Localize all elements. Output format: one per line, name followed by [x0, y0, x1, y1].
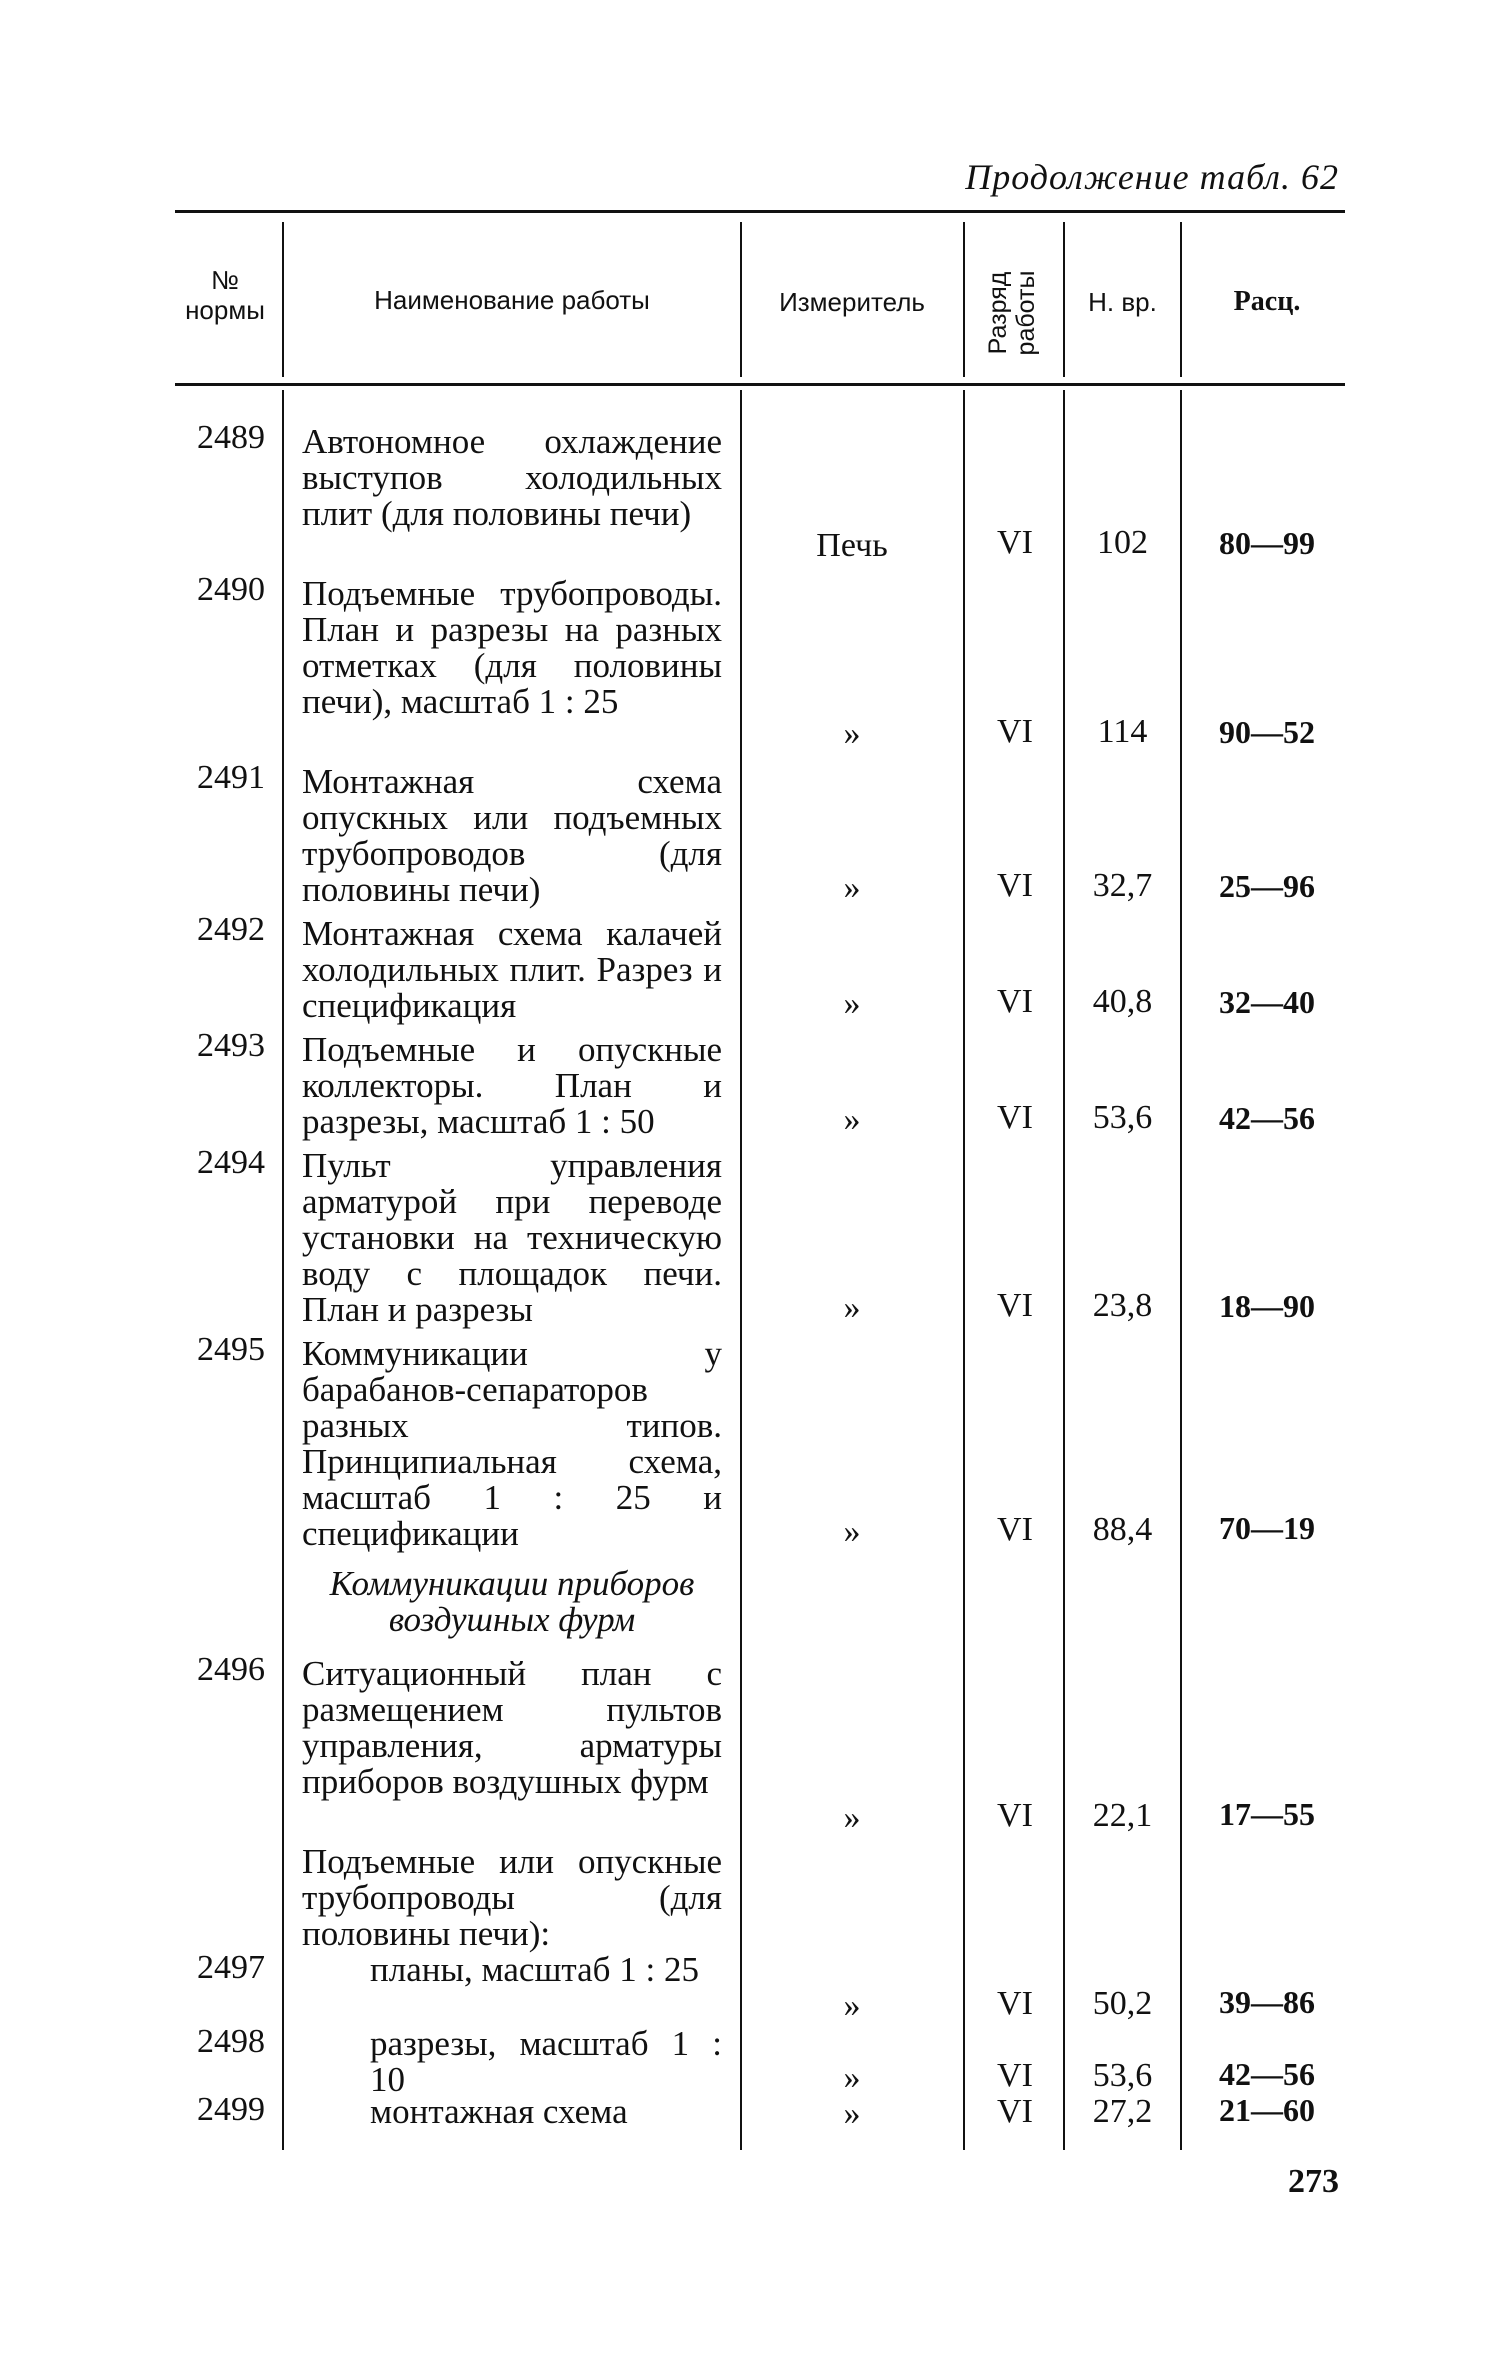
- header-work-name: Наименование работы: [374, 285, 650, 315]
- work-name: Пульт управления арматурой при переводе установки на техническую воду с площадок печи. План и разрезы: [302, 1146, 722, 1329]
- work-name: Подъемные и опускные коллекторы. План и разрезы, масштаб 1 : 50: [302, 1030, 722, 1141]
- column-divider: [740, 390, 742, 2150]
- unit-cell: Печь: [816, 527, 888, 564]
- header-rate: Расц.: [1233, 286, 1301, 317]
- column-divider: [1063, 390, 1065, 2150]
- time-cell: 22,1: [1092, 1797, 1153, 1834]
- work-name: Монтажная схема опускных или подъемных трубопроводов (для половины печи): [302, 762, 722, 909]
- work-name: монтажная схема: [370, 2092, 628, 2131]
- grade-cell: VI: [997, 713, 1033, 750]
- time-cell: 88,4: [1092, 1511, 1153, 1548]
- time-cell: 53,6: [1092, 2057, 1153, 2094]
- time-cell: 23,8: [1092, 1287, 1153, 1324]
- unit-cell: »: [843, 1513, 861, 1550]
- unit-cell: »: [843, 1987, 861, 2024]
- group-heading: Подъемные или опускные трубопроводы (для половины печи):: [302, 1842, 722, 1953]
- header-norm-time: Н. вр.: [1088, 287, 1157, 317]
- header-grade: Разряд работы: [984, 270, 1040, 356]
- time-cell: 114: [1097, 713, 1148, 750]
- top-rule: [175, 210, 1345, 213]
- rate-cell: 42—56: [1219, 1100, 1315, 1136]
- rate-cell: 90—52: [1219, 714, 1315, 750]
- work-name: Автономное охлаждение выступов холодильных плит (для половины печи): [302, 422, 722, 533]
- time-cell: 40,8: [1092, 983, 1153, 1020]
- work-name: Ситуационный план с размещением пультов управления, арматуры приборов воздушных фурм: [302, 1654, 722, 1801]
- unit-cell: »: [843, 1799, 861, 1836]
- grade-cell: VI: [997, 524, 1033, 561]
- table-caption: Продолжение табл. 62: [965, 157, 1339, 197]
- norm-number: 2492: [197, 911, 265, 948]
- unit-cell: »: [843, 1289, 861, 1326]
- work-name: Коммуникации у барабанов-сепараторов разных типов. Принципиальная схема, масштаб 1 : 25 и спецификации: [302, 1334, 722, 1553]
- column-divider: [282, 390, 284, 2150]
- norm-number: 2490: [197, 571, 265, 608]
- unit-cell: »: [843, 1101, 861, 1138]
- time-cell: 102: [1097, 524, 1148, 561]
- rate-cell: 25—96: [1219, 868, 1315, 904]
- grade-cell: VI: [997, 2057, 1033, 2094]
- grade-cell: VI: [997, 1511, 1033, 1548]
- norm-number: 2498: [197, 2023, 265, 2060]
- header-bottom-rule: [175, 383, 1345, 386]
- time-cell: 53,6: [1092, 1099, 1153, 1136]
- grade-cell: VI: [997, 1985, 1033, 2022]
- norm-number: 2496: [197, 1651, 265, 1688]
- unit-cell: »: [843, 869, 861, 906]
- unit-cell: »: [843, 715, 861, 752]
- unit-cell: »: [843, 985, 861, 1022]
- norm-number: 2493: [197, 1027, 265, 1064]
- section-heading: Коммуникации приборов воздушных фурм: [329, 1564, 695, 1639]
- norm-number: 2494: [197, 1144, 265, 1181]
- column-divider: [1180, 390, 1182, 2150]
- rate-cell: 80—99: [1219, 525, 1315, 561]
- column-divider: [963, 390, 965, 2150]
- norm-number: 2489: [197, 419, 265, 456]
- rate-cell: 39—86: [1219, 1984, 1315, 2020]
- grade-cell: VI: [997, 2093, 1033, 2130]
- page-number: 273: [1288, 2163, 1339, 2200]
- norm-number: 2499: [197, 2091, 265, 2128]
- grade-cell: VI: [997, 1099, 1033, 1136]
- work-name: Подъемные трубопроводы. План и разрезы на разных отметках (для половины печи), масштаб 1 : 25: [302, 574, 722, 721]
- rate-cell: 21—60: [1219, 2092, 1315, 2128]
- rate-cell: 32—40: [1219, 984, 1315, 1020]
- rate-cell: 70—19: [1219, 1510, 1315, 1546]
- header-unit: Измеритель: [779, 287, 925, 317]
- grade-cell: VI: [997, 867, 1033, 904]
- unit-cell: »: [843, 2059, 861, 2096]
- rate-cell: 18—90: [1219, 1288, 1315, 1324]
- header-norm-number: № нормы: [185, 265, 265, 325]
- work-name: планы, масштаб 1 : 25: [370, 1950, 699, 1989]
- norm-number: 2491: [197, 759, 265, 796]
- grade-cell: VI: [997, 1797, 1033, 1834]
- grade-cell: VI: [997, 1287, 1033, 1324]
- unit-cell: »: [843, 2095, 861, 2132]
- rate-cell: 17—55: [1219, 1796, 1315, 1832]
- time-cell: 32,7: [1092, 867, 1153, 904]
- time-cell: 27,2: [1092, 2093, 1153, 2130]
- column-divider: [963, 222, 965, 377]
- work-name: разрезы, масштаб 1 : 10: [370, 2024, 722, 2099]
- rate-cell: 42—56: [1219, 2056, 1315, 2092]
- norm-number: 2497: [197, 1949, 265, 1986]
- norm-number: 2495: [197, 1331, 265, 1368]
- time-cell: 50,2: [1092, 1985, 1153, 2022]
- grade-cell: VI: [997, 983, 1033, 1020]
- work-name: Монтажная схема калачей холодильных плит. Разрез и спецификация: [302, 914, 722, 1025]
